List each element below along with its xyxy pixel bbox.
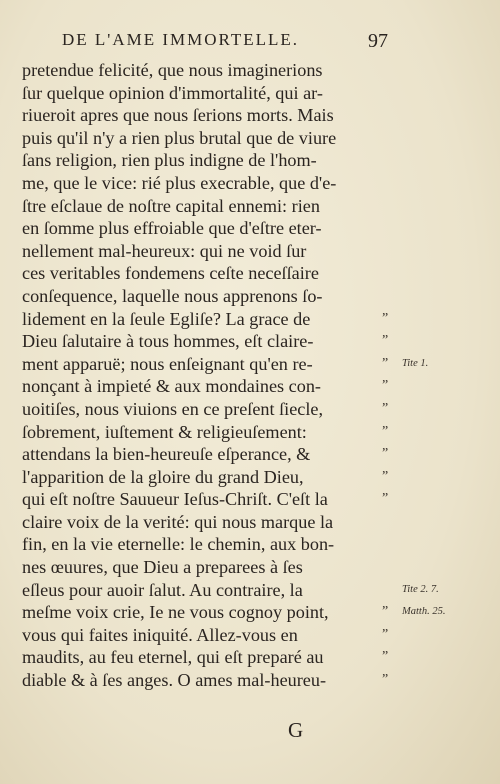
- text-line: riueroit apres que nous ſerions morts. Mais: [22, 105, 334, 126]
- quotation-mark: ”: [382, 649, 389, 665]
- margin-row: [382, 330, 462, 353]
- margin-row: [382, 353, 462, 376]
- margin-row: [382, 511, 462, 534]
- margin-row: [382, 421, 462, 444]
- text-line: l'apparition de la gloire du grand Dieu,: [22, 466, 304, 487]
- text-line: pretendue felicité, que nous imaginerions: [22, 60, 323, 80]
- margin-row: [382, 308, 462, 331]
- text-line: uoitiſes, nous viuions en ce preſent ſiecle,: [22, 398, 324, 419]
- margin-row: [382, 59, 462, 82]
- margin-row: [382, 533, 462, 556]
- text-line: meſme voix crie, Ie ne vous cognoy point,: [22, 602, 329, 623]
- margin-row: [382, 556, 462, 579]
- margin-row: [382, 82, 462, 105]
- margin-row: [382, 375, 462, 398]
- quotation-mark: ”: [382, 468, 389, 484]
- quotation-mark: ”: [382, 626, 389, 642]
- margin-column: [382, 59, 462, 692]
- quotation-mark: ”: [382, 310, 389, 326]
- text-line: vous qui faites iniquité. Allez-vous en: [22, 624, 298, 645]
- text-line: attendans la bien-heureuſe eſperance, &: [22, 444, 311, 465]
- margin-row: [382, 466, 462, 489]
- text-line: fin, en la vie eternelle: le chemin, aux bon-: [22, 534, 335, 555]
- text-line: ſur quelque opinion d'immortalité, qui ar-: [22, 82, 323, 103]
- page-number: 97: [368, 30, 388, 52]
- text-line: lidement en la ſeule Egliſe? La grace de: [22, 308, 311, 329]
- margin-row: [382, 624, 462, 647]
- margin-row: [382, 172, 462, 195]
- margin-row: [382, 240, 462, 263]
- margin-row: [382, 601, 462, 624]
- text-line: maudits, au feu eternel, qui eſt preparé au: [22, 647, 324, 668]
- scripture-reference: Matth. 25.: [402, 606, 446, 618]
- quotation-mark: ”: [382, 400, 389, 416]
- text-line: puis qu'il n'y a rien plus brutal que de viure: [22, 127, 337, 148]
- margin-row: [382, 285, 462, 308]
- scripture-reference: Tite 2. 7.: [402, 583, 439, 595]
- margin-row: [382, 579, 462, 602]
- text-line: me, que le vice: rié plus execrable, que d'e-: [22, 172, 337, 193]
- text-line: diable & à ſes anges. O ames mal-heureu-: [22, 670, 327, 691]
- quotation-mark: ”: [382, 491, 389, 507]
- quotation-mark: ”: [382, 604, 389, 620]
- text-line: en ſomme plus effroiable que d'eſtre eter-: [22, 218, 322, 239]
- margin-row: [382, 443, 462, 466]
- text-line: nonçant à impieté & aux mondaines con-: [22, 376, 321, 397]
- quotation-mark: ”: [382, 672, 389, 688]
- margin-row: [382, 195, 462, 218]
- margin-row: [382, 398, 462, 421]
- margin-row: [382, 127, 462, 150]
- margin-row: [382, 262, 462, 285]
- text-line: ſobrement, iuſtement & religieuſement:: [22, 421, 307, 442]
- text-line: nes œuures, que Dieu a preparees à ſes: [22, 557, 303, 578]
- scripture-reference: Tite 1.: [402, 357, 429, 369]
- margin-row: [382, 149, 462, 172]
- signature-mark: G: [288, 718, 304, 742]
- quotation-mark: ”: [382, 423, 389, 439]
- margin-row: [382, 646, 462, 669]
- quotation-mark: ”: [382, 446, 389, 462]
- body-text: [22, 59, 382, 692]
- margin-row: [382, 488, 462, 511]
- text-line: nellement mal-heureux: qui ne void ſur: [22, 240, 307, 261]
- text-line: claire voix de la verité: qui nous marque la: [22, 511, 334, 532]
- margin-row: [382, 669, 462, 692]
- quotation-mark: ”: [382, 378, 389, 394]
- text-line: conſequence, laquelle nous apprenons ſo-: [22, 285, 323, 306]
- running-title: DE L'AME IMMORTELLE.: [62, 30, 300, 49]
- text-line: ſtre eſclaue de noſtre capital ennemi: rien: [22, 195, 320, 216]
- quotation-mark: ”: [382, 333, 389, 349]
- text-line: Dieu ſalutaire à tous hommes, eſt claire-: [22, 331, 314, 352]
- text-line: qui eſt noſtre Sauueur Ieſus-Chriſt. C'eſt la: [22, 489, 328, 510]
- text-line: ces veritables fondemens ceſte neceſſaire: [22, 263, 319, 284]
- text-line: eſleus pour auoir ſalut. Au contraire, la: [22, 579, 303, 600]
- text-line: ſans religion, rien plus indigne de l'hom-: [22, 150, 317, 171]
- text-line: ment apparuë; nous enſeignant qu'en re-: [22, 353, 313, 374]
- margin-row: [382, 104, 462, 127]
- margin-row: [382, 217, 462, 240]
- quotation-mark: ”: [382, 355, 389, 371]
